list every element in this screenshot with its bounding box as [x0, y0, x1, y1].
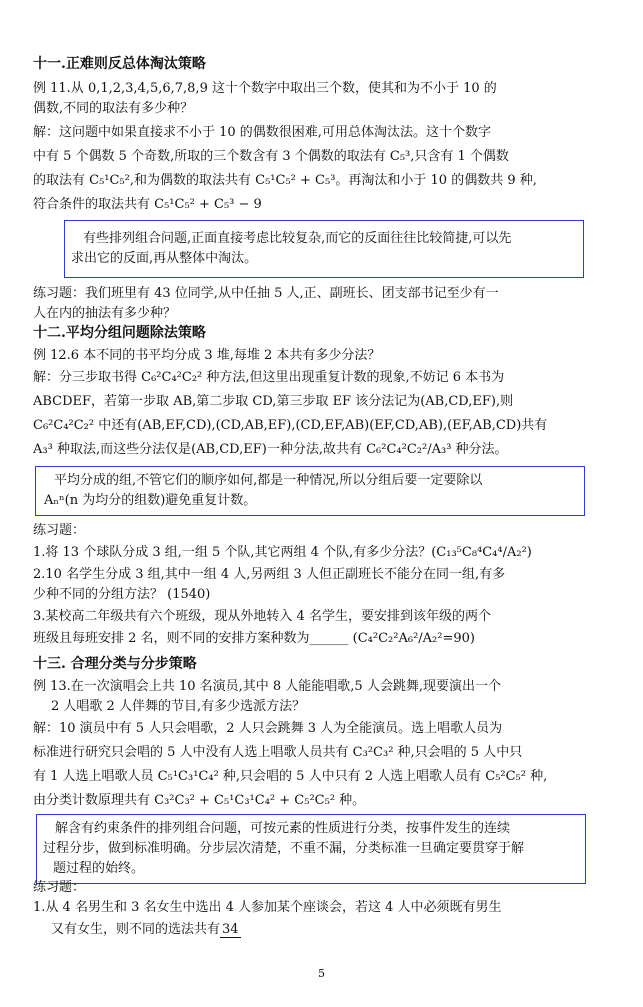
exercise-line: 2.10 名学生分成 3 组,其中一组 4 人,另两组 3 人但正副班长不能分在同一组,有多 [33, 567, 506, 582]
exercise-line: 少种不同的分组方法？ (1540) [33, 587, 211, 602]
note-line: Aₙⁿ(n 为均分的组数)避免重复计数。 [44, 493, 257, 508]
text-line: ABCDEF，若第一步取 AB,第二步取 CD,第三步取 EF 该分法记为(AB,CD,EF),则 [33, 394, 514, 409]
text-line: 由分类计数原理共有 C₃²C₃² + C₅¹C₃¹C₄² + C₅²C₅² 种。 [33, 793, 366, 808]
answer-blank: 34 [222, 922, 239, 937]
text-line: 解：这问题中如果直接求不小于 10 的偶数很困难,可用总体淘汰法。这十个数字 [33, 125, 491, 140]
text-line: 符合条件的取法共有 C₅¹C₅² + C₅³ − 9 [33, 197, 262, 212]
note-line: 解含有约束条件的排列组合问题，可按元素的性质进行分类，按事件发生的连续 [55, 821, 511, 836]
note-line: 求出它的反面,再从整体中淘汰。 [71, 251, 258, 266]
text-line: 例 11.从 0,1,2,3,4,5,6,7,8,9 这十个数字中取出三个数，使其和为不小于 10 的 [33, 81, 497, 96]
exercise-title: 练习题： [33, 523, 86, 538]
page-number: 5 [318, 967, 325, 980]
section-heading: 十二.平均分组问题除法策略 [33, 325, 206, 341]
strategy-note-box [64, 220, 584, 278]
exercise-line: 练习题：我们班里有 43 位同学,从中任抽 5 人,正、副班长、团支部书记至少有一 [33, 286, 499, 301]
note-line: 题过程的始终。 [53, 861, 145, 876]
text-line: 中有 5 个偶数 5 个奇数,所取的三个数含有 3 个偶数的取法有 C₅³,只含有 1 个偶数 [33, 149, 509, 164]
note-line: 平均分成的组,不管它们的顺序如何,都是一种情况,所以分组后要一定要除以 [54, 473, 483, 488]
text-line: 有 1 人选上唱歌人员 C₅¹C₃¹C₄² 种,只会唱的 5 人中只有 2 人选上唱歌人员有 C₅²C₅² 种, [33, 769, 548, 784]
strategy-note-box [35, 466, 585, 516]
text-line: 的取法有 C₅¹C₅²,和为偶数的取法共有 C₅¹C₅² + C₅³。再淘汰和小于 10 的偶数共 9 种, [33, 173, 537, 188]
note-line: 过程分步，做到标准明确。分步层次清楚，不重不漏，分类标准一旦确定要贯穿于解 [43, 841, 525, 856]
text-line: 标准进行研究只会唱的 5 人中没有人选上唱歌人员共有 C₃²C₃² 种,只会唱的 5 人中只 [33, 745, 523, 760]
section-heading: 十一.正难则反总体淘汰策略 [33, 56, 206, 72]
exercise-line: 班级且每班安排 2 名，则不同的安排方案种数为______ (C₄²C₂²A₆²/A₂²=90) [33, 631, 475, 646]
section-heading: 十三. 合理分类与分步策略 [33, 656, 197, 672]
text-line: 解：10 演员中有 5 人只会唱歌，2 人只会跳舞 3 人为全能演员。选上唱歌人员为 [33, 721, 503, 736]
text-line: C₆²C₄²C₂² 中还有(AB,EF,CD),(CD,AB,EF),(CD,EF,AB)(EF,CD,AB),(EF,AB,CD)共有 [33, 418, 548, 433]
text-line: 偶数,不同的取法有多少种？ [33, 101, 194, 116]
text-line: 例 13.在一次演唱会上共 10 名演员,其中 8 人能能唱歌,5 人会跳舞,现要演出一个 [33, 679, 501, 694]
strategy-note-box [36, 814, 586, 884]
text-line: A₃³ 种取法,而这些分法仅是(AB,CD,EF)一种分法,故共有 C₆²C₄²C₂²/A₃³ 种分法。 [33, 442, 508, 457]
note-line: 有些排列组合问题,正面直接考虑比较复杂,而它的反面往往比较简捷,可以先 [83, 231, 512, 246]
exercise-line: 1.从 4 名男生和 3 名女生中选出 4 人参加某个座谈会，若这 4 人中必须既有男生 [33, 900, 502, 915]
exercise-line: 1.将 13 个球队分成 3 组,一组 5 个队,其它两组 4 个队,有多少分法？(C₁₃⁵C₈⁴C₄⁴/A₂²) [33, 545, 532, 560]
text-line: 2 人唱歌 2 人伴舞的节目,有多少选派方法？ [51, 699, 306, 714]
text-line: 例 12.6 本不同的书平均分成 3 堆,每堆 2 本共有多少分法？ [33, 348, 381, 363]
exercise-line-text: 又有女生，则不同的选法共有 [51, 922, 221, 937]
exercise-title: 练习题： [33, 880, 86, 895]
exercise-line [33, 920, 633, 939]
text-line: 解：分三步取书得 C₆²C₄²C₂² 种方法,但这里出现重复计数的现象,不妨记 6 本书为 [33, 370, 505, 385]
exercise-line: 3.某校高二年级共有六个班级，现从外地转入 4 名学生，要安排到该年级的两个 [33, 609, 491, 624]
exercise-line: 人在内的抽法有多少种？ [33, 306, 177, 321]
